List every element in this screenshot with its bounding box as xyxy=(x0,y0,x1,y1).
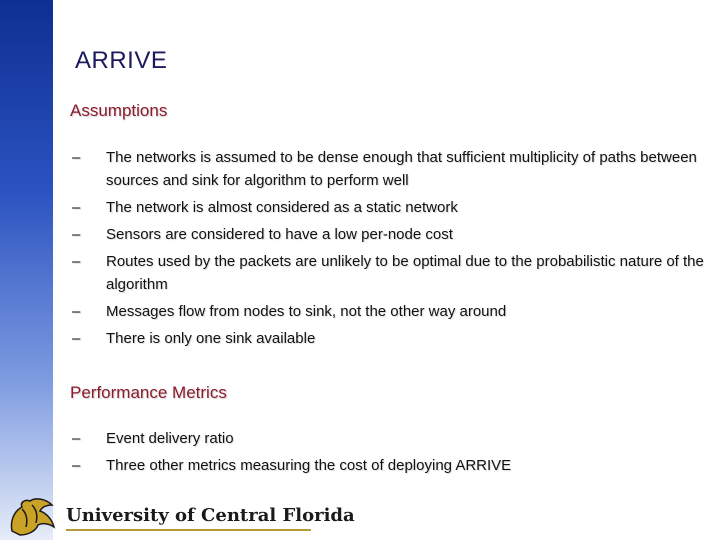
list-item-text: Three other metrics measuring the cost of deploying ARRIVE xyxy=(106,457,512,474)
assumptions-heading: Assumptions xyxy=(70,101,168,120)
bullet-dash: – xyxy=(72,430,81,447)
list-item-text: Event delivery ratio xyxy=(106,430,234,447)
sidebar-gradient xyxy=(0,0,53,540)
list-item xyxy=(70,250,716,296)
list-item-text: Messages flow from nodes to sink, not the other way around xyxy=(106,303,507,320)
bullet-dash: – xyxy=(72,330,81,347)
bullet-dash: – xyxy=(72,226,81,243)
list-item xyxy=(70,454,716,477)
bullet-dash: – xyxy=(72,303,81,320)
bullet-dash: – xyxy=(72,199,81,216)
assumptions-list xyxy=(70,146,716,350)
list-item-text: Routes used by the packets are unlikely to be optimal due to the probabilistic nature of the algorithm xyxy=(106,253,704,293)
list-item xyxy=(70,427,716,450)
bullet-dash: – xyxy=(72,457,81,474)
logo-text: University of Central Florida xyxy=(66,505,355,526)
list-item-text: The networks is assumed to be dense enough that sufficient multiplicity of paths between sources and sink for algorithm to perform well xyxy=(106,149,697,189)
logo-underline xyxy=(66,529,311,531)
list-item xyxy=(70,327,716,350)
performance-list xyxy=(70,427,716,477)
bullet-dash: – xyxy=(72,253,81,270)
pegasus-icon xyxy=(6,495,58,537)
list-item xyxy=(70,223,716,246)
list-item-text: Sensors are considered to have a low per-node cost xyxy=(106,226,453,243)
list-item xyxy=(70,146,716,192)
ucf-logo xyxy=(6,495,355,541)
list-item xyxy=(70,196,716,219)
bullet-dash: – xyxy=(72,149,81,166)
list-item-text: There is only one sink available xyxy=(106,330,316,347)
list-item xyxy=(70,300,716,323)
list-item-text: The network is almost considered as a static network xyxy=(106,199,458,216)
slide-title: ARRIVE xyxy=(75,47,168,74)
performance-heading: Performance Metrics xyxy=(70,383,227,402)
